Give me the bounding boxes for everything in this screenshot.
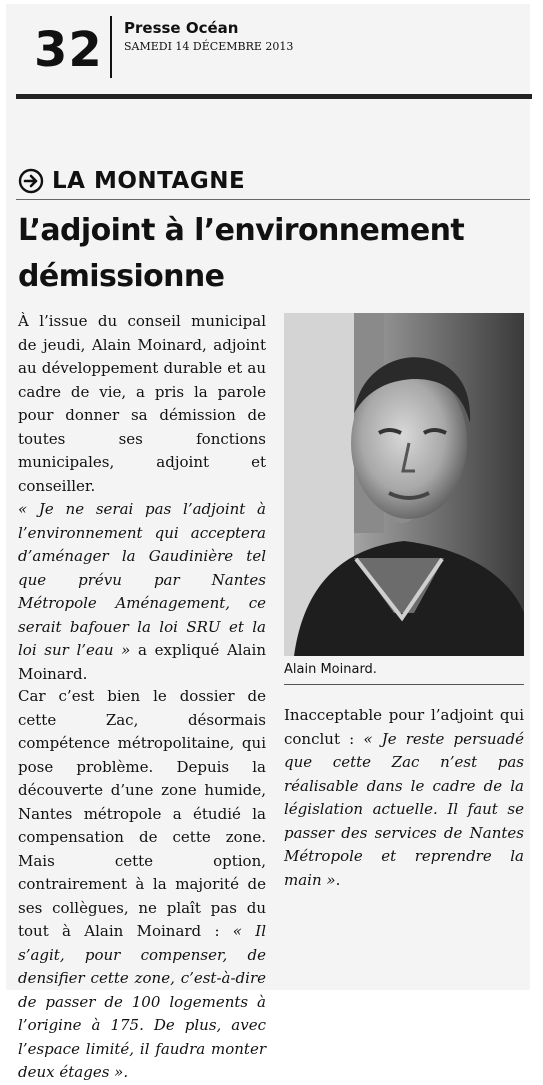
- publication-name: Presse Océan: [124, 19, 239, 37]
- headline-line-1: L’adjoint à l’environnement: [18, 213, 465, 248]
- section-divider: [16, 199, 530, 200]
- section-heading: [18, 164, 245, 198]
- article-paragraph-3: [18, 685, 266, 1085]
- article-paragraph-4: [284, 704, 524, 892]
- headline-line-2: démissionne: [18, 259, 225, 294]
- masthead-divider: [110, 16, 112, 78]
- quote-3: « Je reste persuadé que cette Zac n’est pas réalisable dans le cadre de la législation actuelle. Il faut se passer des services de Nantes Métropole et reprendre la main »: [284, 729, 524, 889]
- circled-arrow-right-icon: [18, 168, 44, 194]
- quote-1: « Je ne serai pas l’adjoint à l’environnement qui acceptera d’aménager la Gaudinière tel que prévu par Nantes Métropole Aménagement, ce serait bafouer la loi SRU et la loi sur l’eau »: [18, 500, 266, 659]
- quote-2-start: « Il s’agit, pour compenser, de densifier cette zone, c’est-à-dire de passer de 100 logements à l’origine à 175. De plus, avec l’espace limité, il faudra monter deux étages ».: [18, 922, 266, 1081]
- page-number: 32: [34, 22, 103, 78]
- section-label: LA MONTAGNE: [52, 168, 246, 194]
- portrait-photo: [284, 313, 524, 656]
- photo-caption: Alain Moinard.: [284, 662, 377, 677]
- caption-divider: [284, 684, 524, 685]
- publication-date: SAMEDI 14 DÉCEMBRE 2013: [124, 40, 294, 53]
- header-rule: [16, 94, 532, 99]
- quote-1-attribution: a expliqué Alain Moinard.: [18, 641, 267, 683]
- article-headline: [18, 208, 523, 300]
- paragraph-4-text: Inacceptable pour l’adjoint qui conclut :: [284, 706, 524, 748]
- portrait-illustration: [284, 313, 524, 656]
- newspaper-page: [6, 4, 530, 1081]
- paragraph-intro: À l’issue du conseil municipal de jeudi, Alain Moinard, adjoint au développement durable et au cadre de vie, a pris la parole pour donner sa démission de toutes ses fonctions municipales, adjoint et conseiller.: [18, 312, 266, 495]
- paragraph-3-text: Car c’est bien le dossier de cette Zac, désormais compétence métropolitaine, qui pose problème. Depuis la découverte d’une zone humide, Nantes métropole a étudié la compensation de cette zone. Mais cette option, contrairement à la majorité de ses collègues, ne plaît pas du tout à Alain Moinard :: [18, 687, 266, 940]
- article-paragraph-1: [18, 310, 266, 686]
- paragraph-4-end: .: [335, 870, 341, 889]
